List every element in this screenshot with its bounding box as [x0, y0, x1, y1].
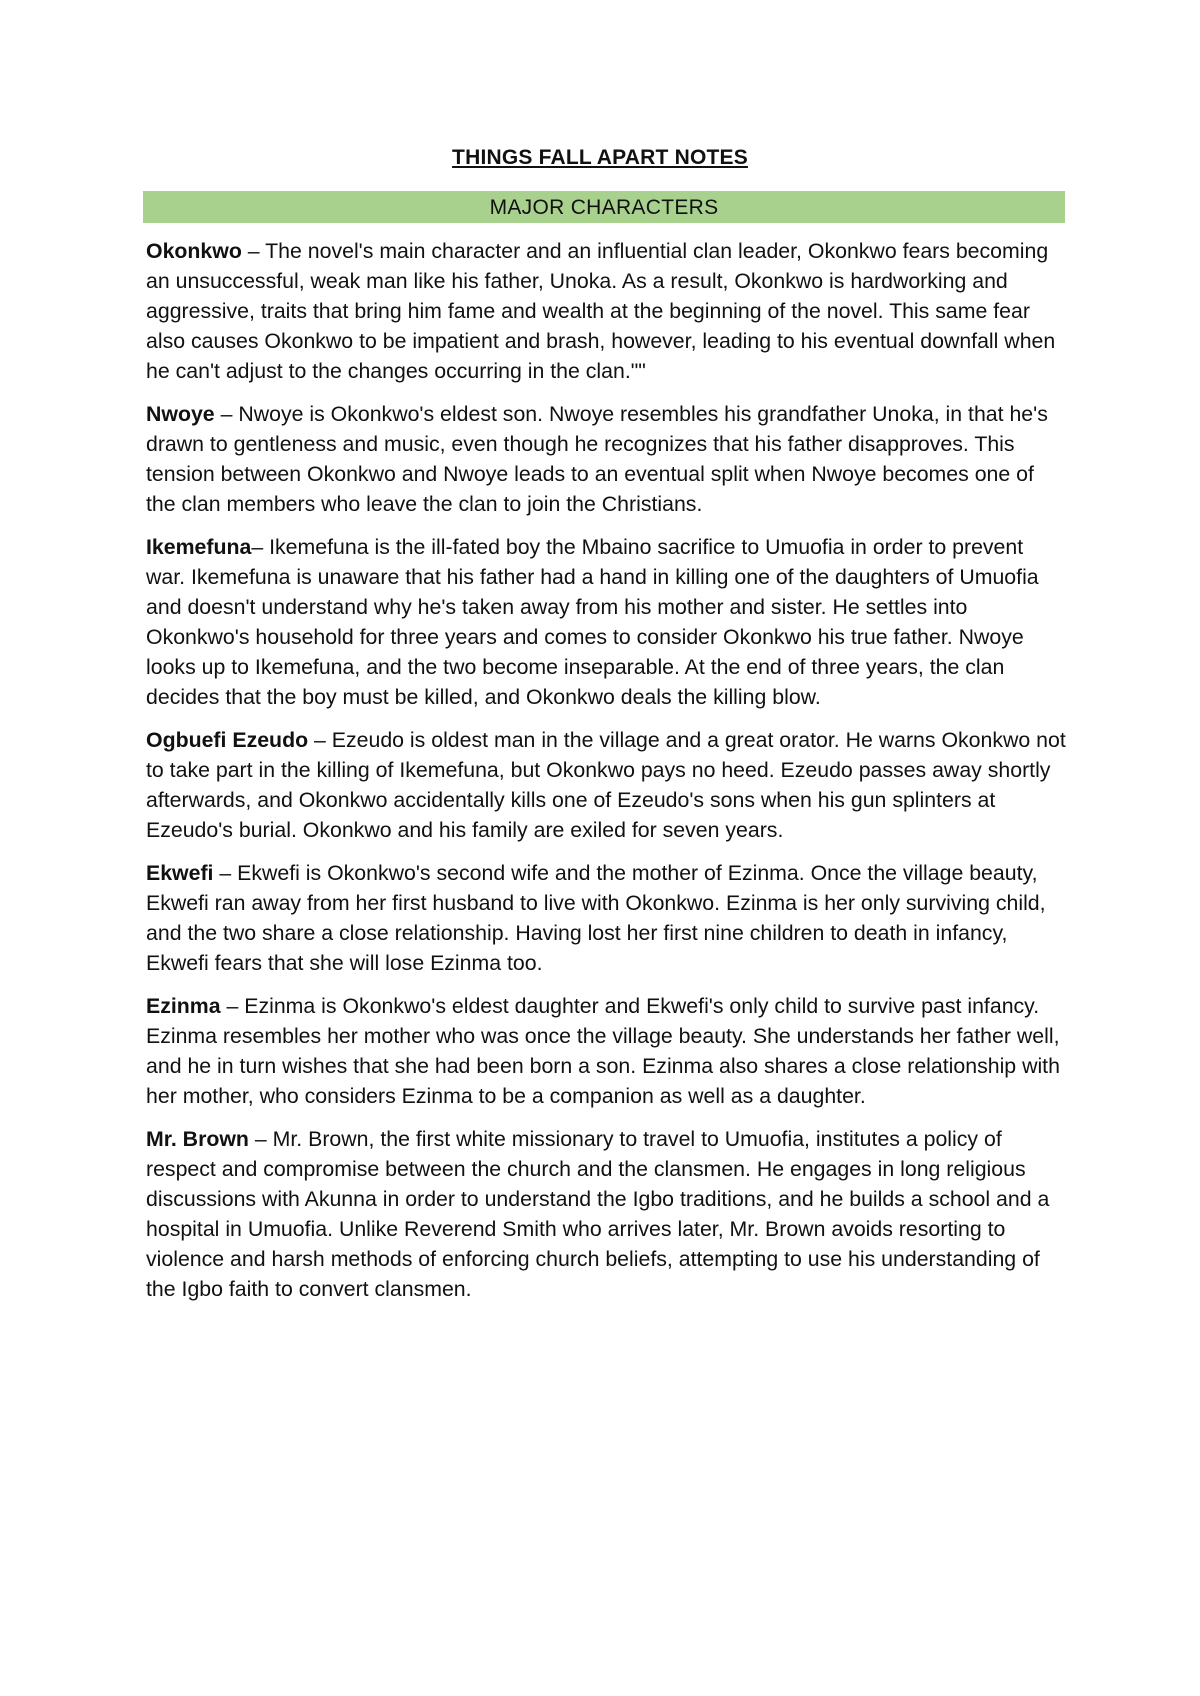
character-name: Nwoye — [146, 402, 215, 426]
character-entry-nwoye — [146, 399, 1066, 519]
character-entry-mr-brown — [146, 1124, 1066, 1304]
character-name: Mr. Brown — [146, 1127, 249, 1151]
character-entry-ikemefuna — [146, 532, 1066, 712]
document-title: THINGS FALL APART NOTES — [452, 146, 748, 169]
character-entry-ezinma — [146, 991, 1066, 1111]
character-entry-okonkwo — [146, 236, 1066, 386]
character-description: Ikemefuna is the ill-fated boy the Mbaino sacrifice to Umuofia in order to prevent war. Ikemefuna is unaware that his father had a hand in killing one of the daughters of Umuofia and doesn't understand why he's taken away from his mother and sister. He settles into Okonkwo's household for three years and comes to consider Okonkwo his true father. Nwoye looks up to Ikemefuna, and the two become inseparable. At the end of three years, the clan decides that the boy must be killed, and Okonkwo deals the killing blow. — [146, 535, 1039, 709]
name-separator: – — [213, 861, 238, 885]
character-entry-ekwefi — [146, 858, 1066, 978]
section-heading: MAJOR CHARACTERS — [143, 191, 1065, 223]
character-notes — [146, 236, 1066, 1317]
character-name: Ezinma — [146, 994, 221, 1018]
character-entry-ogbuefi-ezeudo — [146, 725, 1066, 845]
name-separator: – — [251, 535, 270, 559]
name-separator: – — [220, 994, 245, 1018]
character-name: Ikemefuna — [146, 535, 252, 559]
name-separator: – — [241, 239, 266, 263]
character-description: Ekwefi is Okonkwo's second wife and the mother of Ezinma. Once the village beauty, Ekwefi ran away from her first husband to live with Okonkwo. Ezinma is her only surviving child, and the two share a close relationship. Having lost her first nine children to death in infancy, Ekwefi fears that she will lose Ezinma too. — [146, 861, 1046, 975]
character-description: Nwoye is Okonkwo's eldest son. Nwoye resembles his grandfather Unoka, in that he's drawn to gentleness and music, even though he recognizes that his father disapproves. This tension between Okonkwo and Nwoye leads to an eventual split when Nwoye becomes one of the clan members who leave the clan to join the Christians. — [146, 402, 1048, 516]
character-description: The novel's main character and an influential clan leader, Okonkwo fears becoming an unsuccessful, weak man like his father, Unoka. As a result, Okonkwo is hardworking and aggressive, traits that bring him fame and wealth at the beginning of the novel. This same fear also causes Okonkwo to be impatient and brash, however, leading to his eventual downfall when he can't adjust to the changes occurring in the clan."" — [146, 239, 1056, 383]
character-name: Okonkwo — [146, 239, 242, 263]
character-description: Ezinma is Okonkwo's eldest daughter and Ekwefi's only child to survive past infancy. Ezinma resembles her mother who was once the village beauty. She understands her father well, and he in turn wishes that she had been born a son. Ezinma also shares a close relationship with her mother, who considers Ezinma to be a companion as well as a daughter. — [146, 994, 1060, 1108]
name-separator: – — [308, 728, 332, 752]
name-separator: – — [248, 1127, 273, 1151]
name-separator: – — [214, 402, 239, 426]
character-description: Mr. Brown, the first white missionary to travel to Umuofia, institutes a policy of respect and compromise between the church and the clansmen. He engages in long religious discussions with Akunna in order to understand the Igbo traditions, and he builds a school and a hospital in Umuofia. Unlike Reverend Smith who arrives later, Mr. Brown avoids resorting to violence and harsh methods of enforcing church beliefs, attempting to use his understanding of the Igbo faith to convert clansmen. — [146, 1127, 1050, 1301]
character-name: Ekwefi — [146, 861, 214, 885]
character-name: Ogbuefi Ezeudo — [146, 728, 309, 752]
character-description: Ezeudo is oldest man in the village and a great orator. He warns Okonkwo not to take part in the killing of Ikemefuna, but Okonkwo pays no heed. Ezeudo passes away shortly afterwards, and Okonkwo accidentally kills one of Ezeudo's sons when his gun splinters at Ezeudo's burial. Okonkwo and his family are exiled for seven years. — [146, 728, 1066, 842]
